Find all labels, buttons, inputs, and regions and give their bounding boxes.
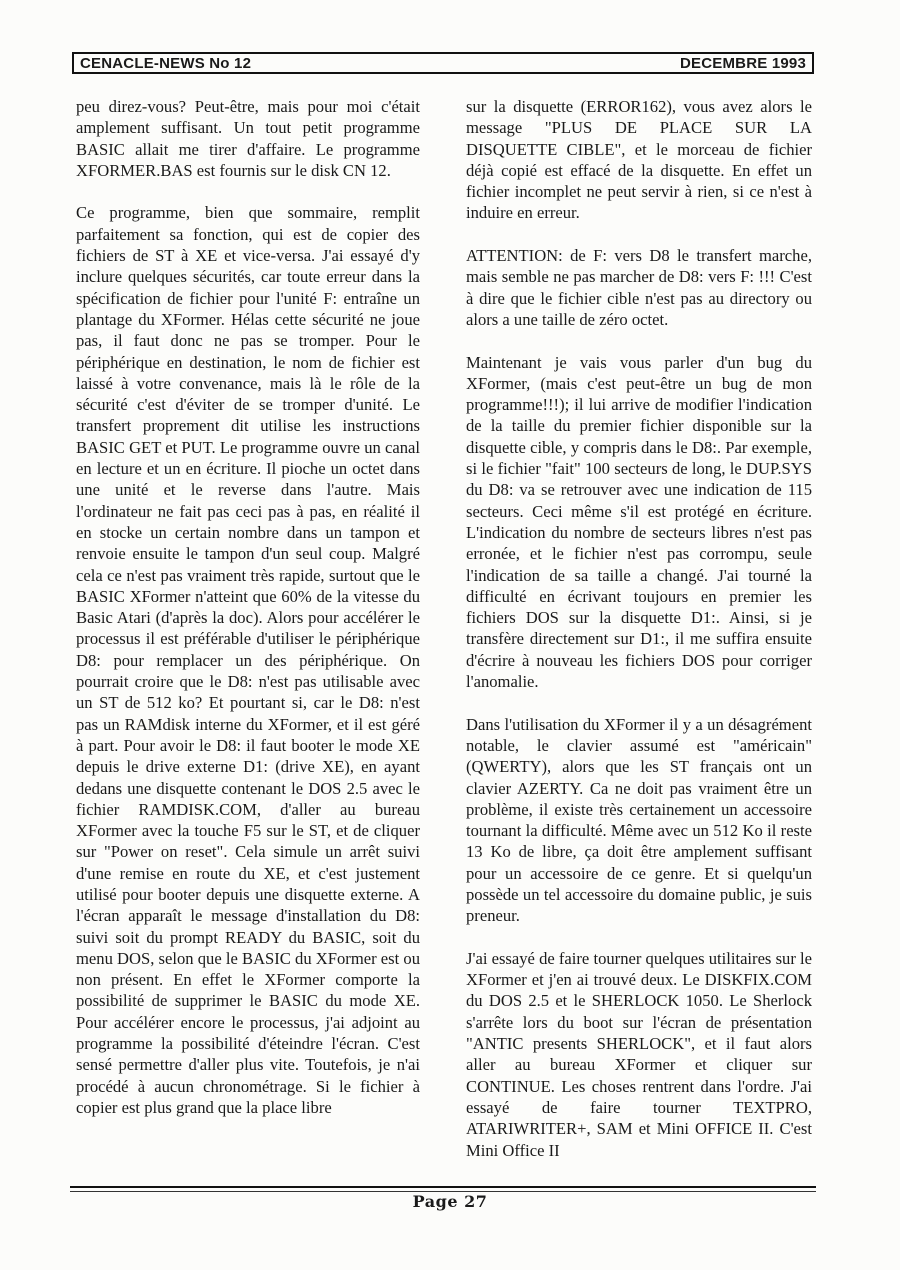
publication-title: CENACLE-NEWS No 12 — [80, 54, 252, 72]
right-column — [466, 96, 812, 1182]
paragraph: Ce programme, bien que sommaire, remplit parfaitement sa fonction, qui est de copier des fichiers de ST à XE et vice-versa. J'ai essayé d'y inclure quelques sécurités, car toute erreur dans la spécification de fichier pour l'unité F: entraîne un plantage du XFormer. Hélas cette sécurité ne joue pas, il faut donc ne pas se tromper. Pour le périphérique en destination, le nom de fichier est laissé à votre convenance, mais là le rôle de la sécurité c'est d'éviter de se tromper d'unité. Le transfert proprement dit utilise les instructions BASIC GET et PUT. Le programme ouvre un canal en lecture et un en écriture. Il pioche un octet dans une unité et le reverse dans l'autre. Mais l'ordinateur ne fait pas ceci pas à pas, en réalité il en stocke un certain nombre dans un tampon et renvoie ensuite le tampon d'un seul coup. Malgré cela ce n'est pas vraiment très rapide, surtout que le BASIC XFormer n'atteint que 60% de la vitesse du Basic Atari (d'après la doc). Alors pour accélérer le processus il est préférable d'utiliser le périphérique D8: pour remplacer un des périphérique. On pourrait croire que le D8: n'est pas utilisable avec un ST de 512 ko? Et pourtant si, car le D8: n'est pas un RAMdisk interne du XFormer, et il est géré à part. Pour avoir le D8: il faut booter le mode XE depuis le drive externe D1: (drive XE), en ayant dedans une disquette contenant le DOS 2.5 avec le fichier RAMDISK.COM, d'aller au bureau XFormer avec la touche F5 sur le ST, et de cliquer sur "Power on reset". Cela simule un arrêt suivi d'une remise en route du XE, et c'est justement utilisé pour booter depuis une disquette externe. A l'écran apparaît le message d'installation du D8: suivi soit du prompt READY du BASIC, soit du menu DOS, selon que le BASIC du XFormer est ou non présent. En effet le XFormer comporte la possibilité de supprimer le BASIC du mode XE. Pour accélérer encore le processus, j'ai adjoint au programme la possibilité d'éteindre l'écran. C'est sensé permettre d'aller plus vite. Toutefois, je n'ai procédé à aucun chronométrage. Si le fichier à copier est plus grand que la place libre — [76, 203, 420, 1117]
paragraph: sur la disquette (ERROR162), vous avez alors le message "PLUS DE PLACE SUR LA DISQUETTE CIBLE", et le morceau de fichier déjà copié est effacé de la disquette. En effet un fichier incomplet ne peut servir à rien, si ce n'est à induire en erreur. — [466, 97, 812, 223]
issue-date: DECEMBRE 1993 — [680, 54, 806, 72]
footer-rule — [70, 1186, 816, 1188]
paragraph: Maintenant je vais vous parler d'un bug du XFormer, (mais c'est peut-être un bug de mon programme!!!); il lui arrive de modifier l'indication de la taille du premier fichier disponible sur la disquette cible, y compris dans le D8:. Par exemple, si le fichier "fait" 100 secteurs de long, le DUP.SYS du D8: va se retrouver avec une indication de 115 secteurs. Ceci même s'il est protégé en écriture. L'indication du nombre de secteurs libres n'est pas erronée, et le fichier n'est pas corrompu, seule l'indication de sa taille a changé. J'ai tourné la difficulté en écrivant toujours en premier les fichiers DOS sur la disquette D1:. Ainsi, si je transfère directement sur D1:, il me suffira ensuite d'écrire à nouveau les fichiers DOS pour corriger l'anomalie. — [466, 352, 812, 692]
page-number: Page 27 — [412, 1192, 488, 1211]
left-column — [76, 96, 420, 1140]
paragraph: Dans l'utilisation du XFormer il y a un désagrément notable, le clavier assumé est "américain" (QWERTY), alors que les ST français ont un clavier AZERTY. Ca ne doit pas vraiment être un problème, il existe très certainement un accessoire tournant la difficulté. Même avec un 512 Ko il reste 13 Ko de libre, ça doit être amplement suffisant pour un accessoire de ce genre. Et si quelqu'un possède un tel accessoire du domaine public, je suis preneur. — [466, 714, 812, 926]
paragraph: J'ai essayé de faire tourner quelques utilitaires sur le XFormer et j'en ai trouvé deux. Le DISKFIX.COM du DOS 2.5 et le SHERLOCK 1050. Le Sherlock s'arrête lors du boot sur l'écran de présentation "ANTIC presents SHERLOCK", et il faut alors aller au bureau XFormer et cliquer sur CONTINUE. Les choses rentrent dans l'ordre. J'ai essayé de faire tourner TEXTPRO, ATARIWRITER+, SAM et Mini OFFICE II. C'est Mini Office II — [466, 948, 812, 1160]
paragraph: ATTENTION: de F: vers D8 le transfert marche, mais semble ne pas marcher de D8: vers F: !!! C'est à dire que le fichier cible n'est pas au directory ou alors a une taille de zéro octet. — [466, 246, 812, 329]
page-header — [72, 52, 814, 74]
paragraph: peu direz-vous? Peut-être, mais pour moi c'était amplement suffisant. Un tout petit programme BASIC allait me tirer d'affaire. Le programme XFORMER.BAS est fournis sur le disk CN 12. — [76, 97, 420, 180]
